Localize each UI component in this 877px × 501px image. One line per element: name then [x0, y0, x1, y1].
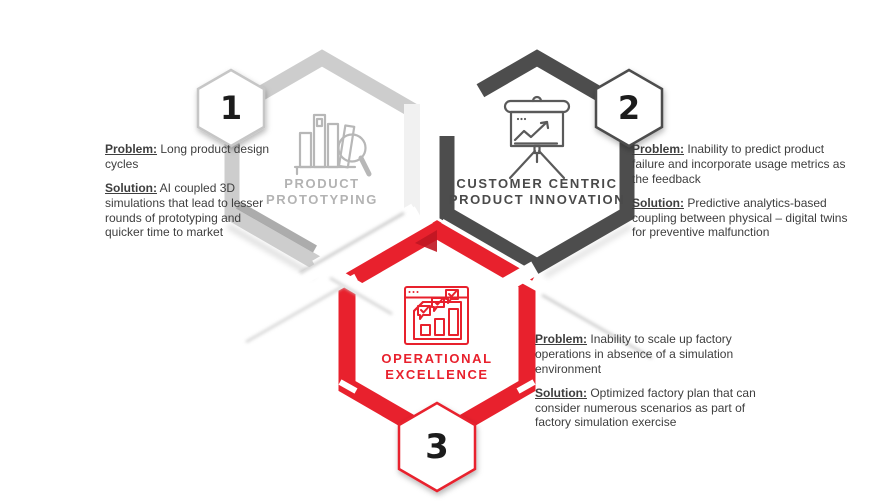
step2-solution: Solution: Predictive analytics-based coupling between physical – digital twins for preventive malfunction	[632, 195, 848, 240]
title-operational-excellence: OPERATIONAL EXCELLENCE	[381, 351, 493, 382]
title-customer-centric: CUSTOMER CENTRIC PRODUCT INNOVATION	[448, 176, 626, 207]
problem-label: Problem:	[632, 142, 685, 156]
solution-label: Solution:	[535, 385, 587, 400]
books-magnifier-icon	[295, 115, 369, 174]
problem-label: Problem:	[105, 142, 158, 156]
step2-number: 2	[617, 89, 641, 127]
step1-number: 1	[219, 89, 243, 127]
title-product-prototyping: PRODUCT PROTOTYPING	[266, 176, 378, 207]
step1-problem: Problem: Long product design cycles	[105, 142, 270, 171]
step3-number: 3	[425, 427, 449, 467]
window-charts-checks-icon	[405, 287, 468, 344]
step2-textblock	[632, 142, 854, 249]
presentation-chart-icon	[505, 97, 569, 178]
step3-textblock	[535, 332, 775, 439]
step3-problem: Problem: Inability to scale up factory operations in absence of a simulation environment	[535, 332, 734, 376]
solution-label: Solution:	[632, 195, 684, 210]
step3-solution: Solution: Optimized factory plan that can consider numerous scenarios as part of factory simulation exercise	[535, 385, 756, 430]
step1-solution: Solution: AI coupled 3D simulations that lead to lesser rounds of prototyping and quicker time to market	[105, 180, 264, 240]
problem-label: Problem:	[535, 332, 588, 346]
step1-textblock	[105, 142, 281, 249]
solution-label: Solution:	[105, 180, 157, 195]
step2-problem: Problem: Inability to predict product failure and incorporate usage metrics as the feedback	[632, 142, 846, 186]
